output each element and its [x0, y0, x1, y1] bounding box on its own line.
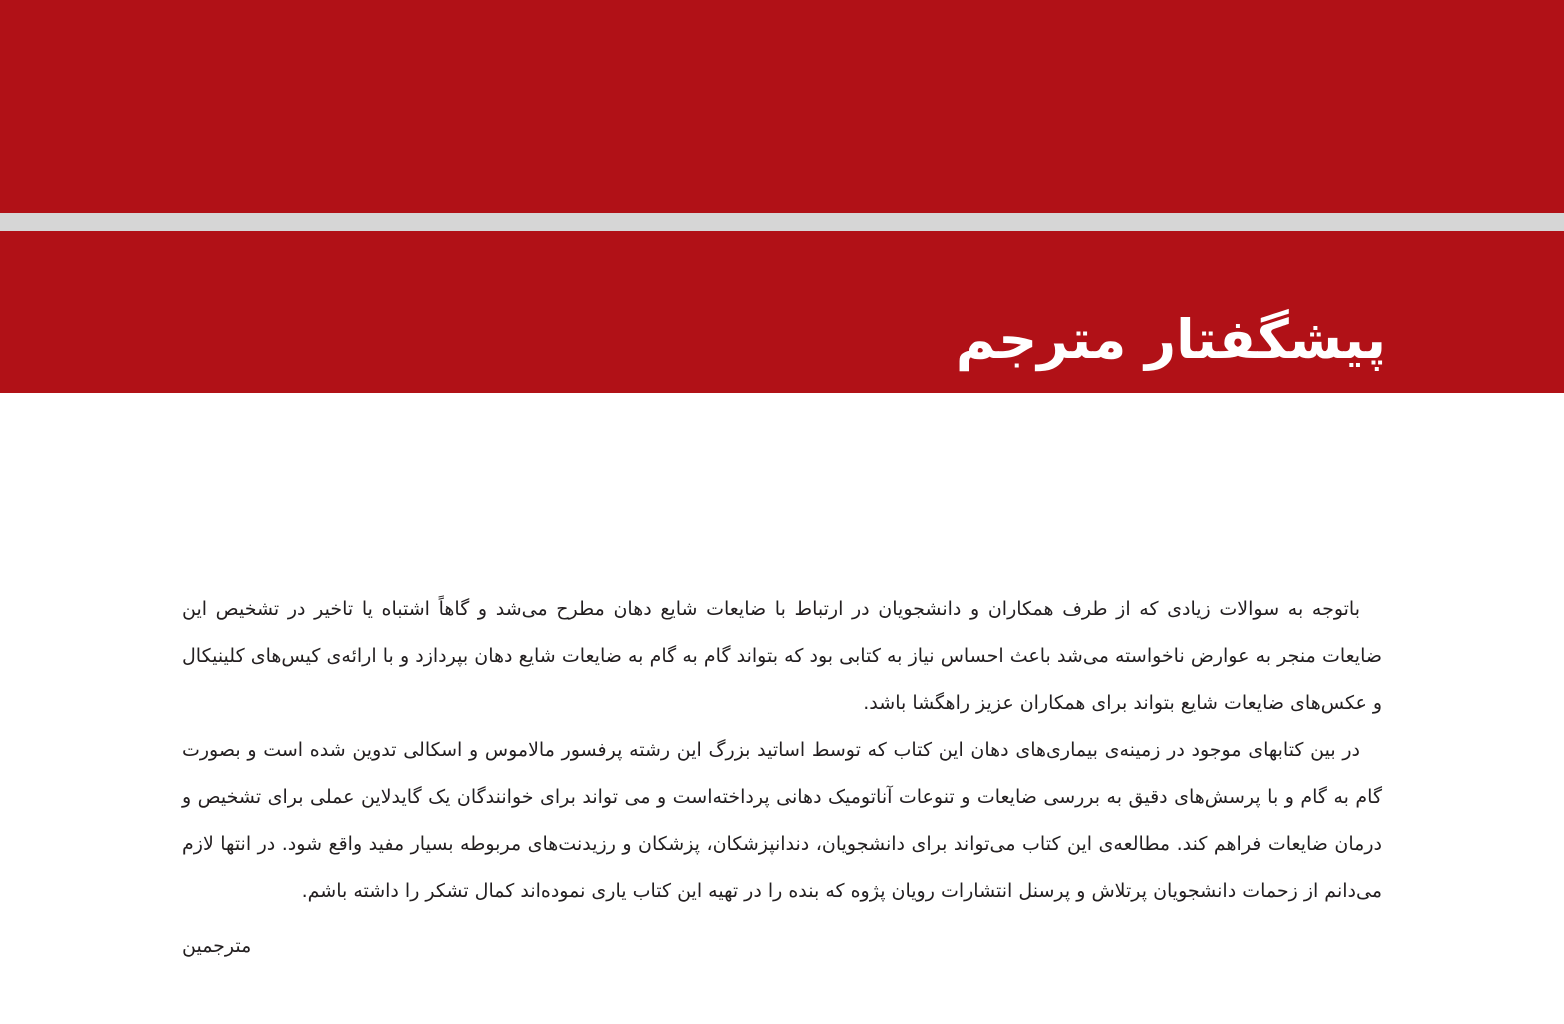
header-red-band-top: [0, 0, 1564, 213]
signature: مترجمین: [182, 935, 252, 957]
page-title: پیشگفتار مترجم: [955, 308, 1386, 371]
preface-paragraph-1: باتوجه به سوالات زیادی که از طرف همکاران و دانشجویان در ارتباط با ضایعات شایع دهان مطرح می‌شد و گاهاً اشتباه یا تاخیر در تشخیص این ضایعات منجر به عوارض ناخواسته می‌شد باعث احساس نیاز به کتابی بود که بتواند گام به گام به ضایعات شایع دهان بپردازد و با ارائه‌ی کیس‌های کلینیکال و عکس‌های ضایعات شایع بتواند برای همکاران عزیز راهگشا باشد.: [182, 598, 1382, 714]
preface-body: [182, 586, 1382, 970]
preface-paragraph-2: در بین کتابهای موجود در زمینه‌ی بیماری‌های دهان این کتاب که توسط اساتید بزرگ این رشته پرفسور مالاموس و اسکالی تدوین شده است و بصورت گام به گام و با پرسش‌های دقیق به بررسی ضایعات و تنوعات آناتومیک دهانی پرداخته‌است و می تواند برای خوانندگان یک گایدلاین عملی برای تشخیص و درمان ضایعات فراهم کند. مطالعه‌ی این کتاب می‌تواند برای دانشجویان، دندانپزشکان، پزشکان و رزیدنت‌های مربوطه بسیار مفید واقع شود. در انتها لازم می‌دانم از زحمات دانشجویان پرتلاش و پرسنل انتشارات رویان پژوه که بنده را در تهیه این کتاب یاری نموده‌اند کمال تشکر را داشته باشم.: [182, 739, 1382, 902]
header-gray-stripe: [0, 213, 1564, 231]
